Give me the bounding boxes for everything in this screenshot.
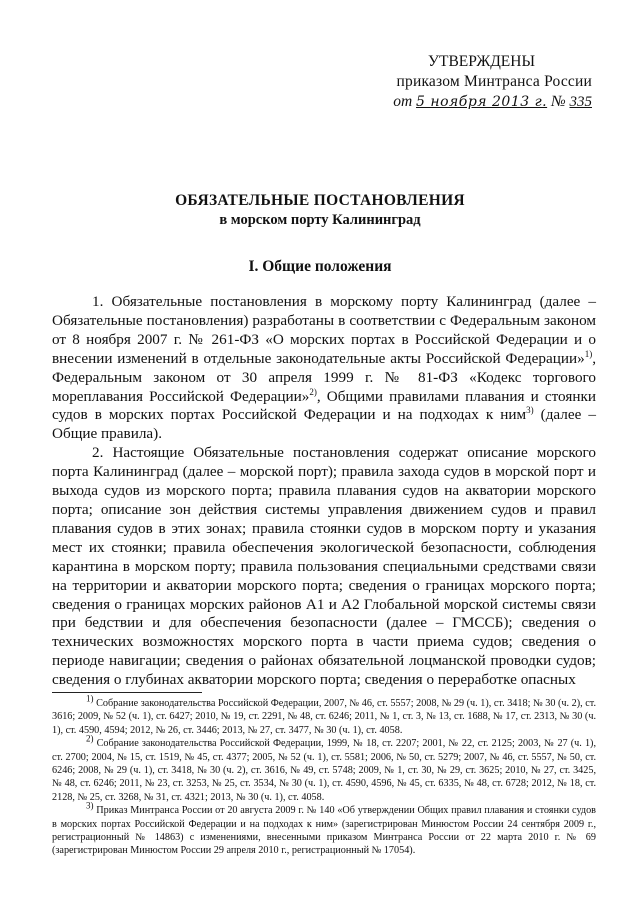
approved-label: УТВЕРЖДЕНЫ — [428, 53, 535, 70]
footnotes — [52, 693, 596, 858]
paragraph-1-text: (далее – Общие правила). — [52, 406, 596, 443]
approving-order: приказом Минтранса России — [396, 73, 592, 90]
footnote-ref-2: 2) — [309, 386, 317, 397]
order-date-number — [342, 92, 592, 112]
paragraph-1-text: , Общими правилами плавания и стоянки судов в морских портах Российской Федерации и на подходах к ним — [52, 387, 596, 424]
footnote-1 — [52, 693, 596, 737]
approval-stamp — [342, 52, 592, 112]
number-sign: № — [551, 93, 566, 110]
paragraph-1-text: 1. Обязательные постановления в морскому порту Калининград (далее – Обязательные постановления) разработаны в соответствии с Федеральным законом от 8 ноября 2007 г. № 261-ФЗ «О морских портах в Российской Федерации и о внесении изменений в отдельные законодательные акты Российской Федерации» — [52, 293, 596, 367]
footnote-mark-1: 1) — [86, 693, 94, 704]
paragraph-1 — [52, 293, 596, 444]
document-title: ОБЯЗАТЕЛЬНЫЕ ПОСТАНОВЛЕНИЯ — [175, 192, 465, 209]
handwritten-date: 5 ноября 2013 г. — [416, 94, 548, 110]
document-subtitle: в морском порту Калининград — [219, 212, 421, 228]
section-heading: I. Общие положения — [248, 258, 392, 275]
footnote-ref-3: 3) — [526, 405, 534, 416]
handwritten-number: 335 — [569, 94, 592, 110]
footnote-mark-3: 3) — [86, 800, 94, 811]
footnote-3-text: Приказ Минтранса России от 20 августа 2009 г. № 140 «Об утверждении Общих правил плавания и стоянки судов в морских портах Российской Федерации и на подходах к ним» (зарегистрирован Минюстом России 24 сентября 2009 г., регистрационный № 14863) с изменениями, внесенными приказом Минтранса России от 22 марта 2010 г. № 69 (зарегистрирован Минюстом России 29 апреля 2010 г., регистрационный № 17054). — [52, 805, 596, 857]
footnote-1-text: Собрание законодательства Российской Федерации, 2007, № 46, ст. 5557; 2008, № 29 (ч. 1), ст. 3418; № 30 (ч. 2), ст. 3616; 2009, № 52 (ч. 1), ст. 6427; 2010, № 19, ст. 2291, № 48, ст. 6246; 2011, № 1, ст. 3, № 13, ст. 1688, № 17, ст. 2313, № 30 (ч. 1), ст. 4590, 4594; 2012, № 26, ст. 3446; 2013, № 27, ст. 3477, № 30 (ч. 1), ст. 4058. — [52, 698, 596, 736]
footnote-3 — [52, 800, 596, 858]
footnote-2-text: Собрание законодательства Российской Федерации, 1999, № 18, ст. 2207; 2001, № 22, ст. 2125; 2003, № 27 (ч. 1), ст. 2700; 2004, № 15, ст. 1519, № 45, ст. 4377; 2005, № 52 (ч. 1), ст. 5581; 2006, № 50, ст. 5279; 2007, № 46, ст. 5557, № 50, ст. 6246; 2008, № 29 (ч. 1), ст. 3418, № 30 (ч. 2), ст. 3616, № 49, ст. 5748; 2009, № 1, ст. 30, № 29, ст. 3625; 2010, № 27, ст. 3425, № 48, ст. 6246; 2011, № 23, ст. 3253, № 25, ст. 3534, № 30 (ч. 1), ст. 4590, 4596, № 45, ст. 6335, № 48, ст. 6728; 2012, № 18, ст. 2128, № 25, ст. 3268, № 31, ст. 4321; 2013, № 30 (ч. 1), ст. 4058. — [52, 738, 596, 803]
footnote-2 — [52, 733, 596, 804]
from-label: от — [393, 93, 413, 110]
paragraph-1-text: , Федеральным законом от 30 апреля 1999 г. № 81-ФЗ «Кодекс торгового мореплавания Российской Федерации» — [52, 349, 596, 405]
footnote-divider — [52, 692, 202, 693]
footnote-ref-1: 1) — [584, 348, 593, 359]
document-body — [52, 293, 596, 690]
paragraph-2: 2. Настоящие Обязательные постановления содержат описание морского порта Калининград (далее – морской порт); правила захода судов в морской порт и выхода судов из морского порта; правила плавания судов на акватории морского порта; описание зон действия системы управления движением судов и правил плавания судов в этих зонах; правила стоянки судов в морском порту и указания мест их стоянки; правила обеспечения экологической безопасности, соблюдения карантина в морском порту; правила пользования специальными средствами связи на территории и акватории морского порта; сведения о границах морского порта; сведения о границах морских районов А1 и А2 Глобальной морской системы связи при бедствии и для обеспечения безопасности (далее – ГМССБ); сведения о технических возможностях морского порта в части приема судов; сведения о периоде навигации; сведения о районах обязательной лоцманской проводки судов; сведения о глубинах акватории морского порта; сведения о переработке опасных — [52, 444, 596, 689]
footnote-mark-2: 2) — [86, 733, 94, 744]
